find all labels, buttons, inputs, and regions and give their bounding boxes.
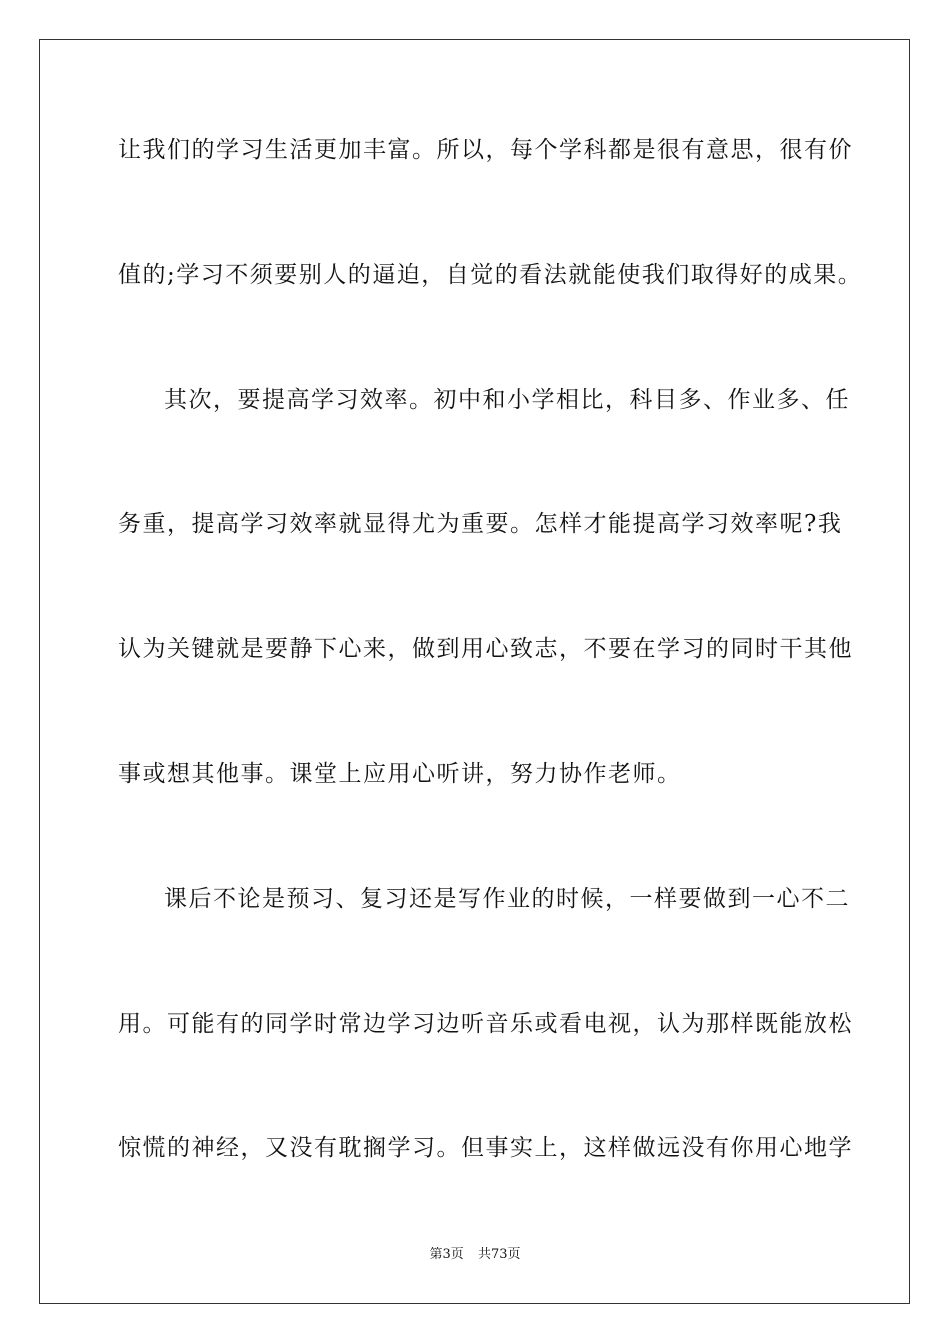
body-line-2: 值的;学习不须要别人的逼迫，自觉的看法就能使我们取得好的成果。 (118, 262, 863, 288)
total-page-count: 共73页 (477, 1247, 521, 1262)
body-line-5: 认为关键就是要静下心来，做到用心致志，不要在学习的同时干其他 (118, 636, 853, 662)
body-line-8: 用。可能有的同学时常边学习边听音乐或看电视，认为那样既能放松 (118, 1011, 853, 1037)
body-line-6: 事或想其他事。课堂上应用心听讲，努力协作老师。 (118, 761, 682, 787)
paragraph-start-line-7: 课后不论是预习、复习还是写作业的时候，一样要做到一心不二 (164, 886, 850, 912)
page-frame (39, 39, 910, 1304)
body-line-9: 惊慌的神经，又没有耽搁学习。但事实上，这样做远没有你用心地学 (118, 1135, 853, 1161)
page-footer (0, 1246, 950, 1264)
paragraph-start-line-3: 其次，要提高学习效率。初中和小学相比，科目多、作业多、任 (164, 387, 850, 413)
body-line-1: 让我们的学习生活更加丰富。所以，每个学科都是很有意思，很有价 (118, 137, 853, 163)
body-line-4: 务重，提高学习效率就显得尤为重要。怎样才能提高学习效率呢?我 (118, 511, 843, 537)
current-page-number: 第3页 (429, 1247, 464, 1262)
